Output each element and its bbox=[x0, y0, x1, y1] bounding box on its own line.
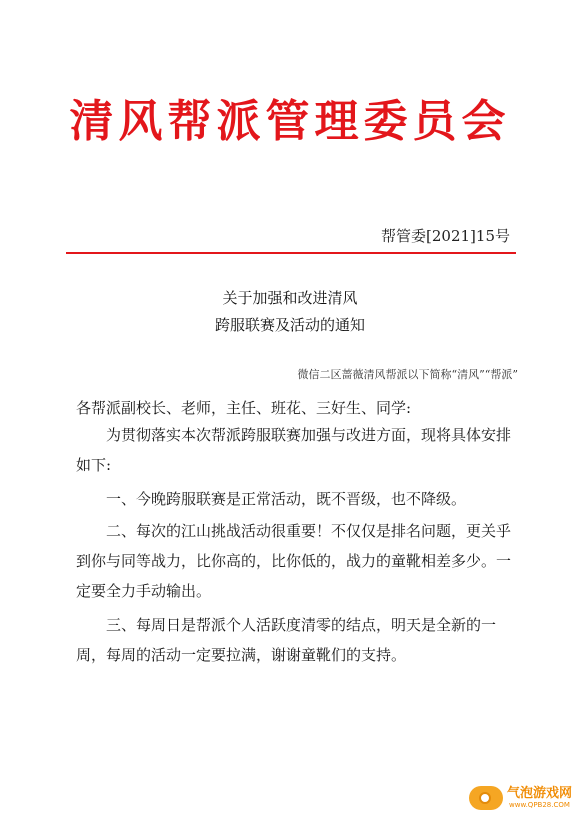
document-title-line2: 跨服联赛及活动的通知 bbox=[214, 316, 365, 334]
abbreviation-note: 微信二区蔷薇清风帮派以下简称“清风”“帮派” bbox=[297, 368, 518, 381]
paragraph-item-3: 三、每周日是帮派个人活跃度清零的结点，明天是全新的一周，每周的活动一定要拉满，谢谢童靴们的支持。 bbox=[76, 616, 497, 664]
paragraph-item-1: 一、今晚跨服联赛是正常活动，既不晋级，也不降级。 bbox=[106, 490, 467, 508]
bubble-logo-icon bbox=[469, 786, 503, 810]
salutation: 各帮派副校长、老师，主任、班花、三好生、同学: bbox=[76, 399, 412, 417]
watermark-text bbox=[507, 786, 572, 810]
watermark-name: 气泡游戏网 bbox=[506, 786, 572, 801]
watermark-url: www.QPB28.COM bbox=[509, 801, 570, 809]
paragraph-intro: 为贯彻落实本次帮派跨服联赛加强与改进方面，现将具体安排如下: bbox=[76, 426, 512, 474]
document-number: 帮管委[2021]15号 bbox=[381, 227, 510, 245]
paragraph-item-2: 二、每次的江山挑战活动很重要！不仅仅是排名问题，更关乎到你与同等战力，比你高的，比你低的，战力的童靴相差多少。一定要全力手动输出。 bbox=[76, 522, 512, 600]
red-divider bbox=[66, 252, 516, 254]
organization-header: 清风帮派管理委员会 bbox=[69, 96, 511, 147]
document-title-line1: 关于加强和改进清风 bbox=[222, 289, 358, 307]
site-watermark bbox=[469, 786, 572, 810]
